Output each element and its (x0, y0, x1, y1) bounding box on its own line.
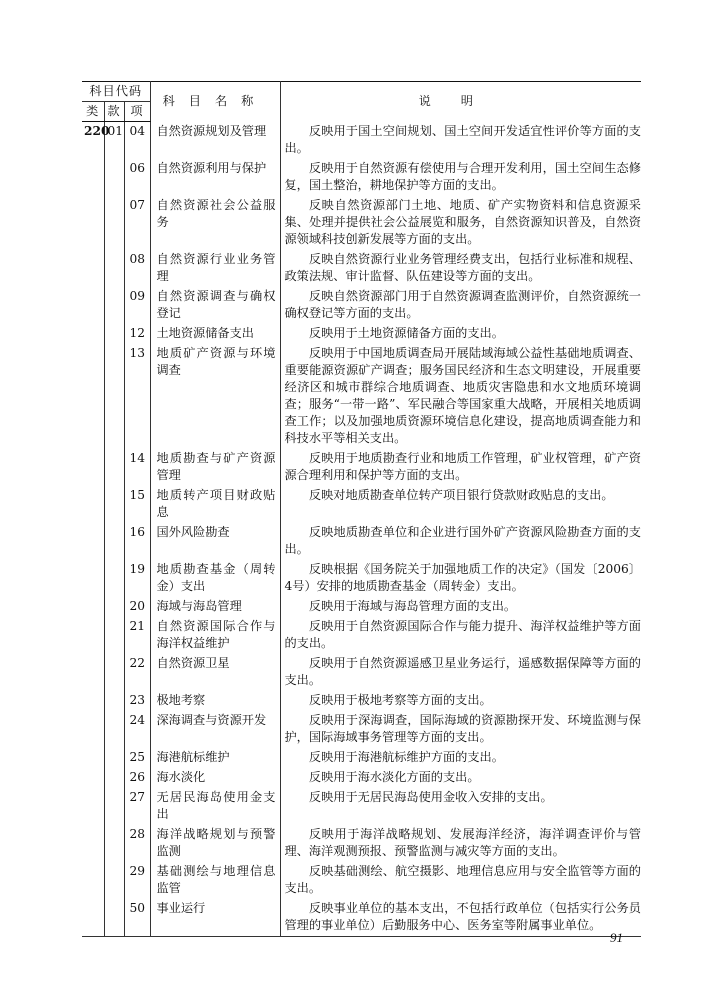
table-row (82, 788, 641, 825)
row-subject-name: 自然资源调查与确权登记 (150, 287, 280, 324)
row-lei-code: 220 (82, 122, 104, 159)
header-kuan: 款 (104, 102, 124, 122)
header-description: 说明 (418, 94, 503, 109)
row-subject-name: 海域与海岛管理 (150, 597, 280, 617)
row-xiang-code: 04 (124, 122, 150, 159)
row-xiang-code: 19 (124, 560, 150, 597)
row-kuan-code (104, 597, 124, 617)
row-subject-name: 地质勘查基金（周转金）支出 (150, 560, 280, 597)
row-xiang-code: 25 (124, 748, 150, 768)
row-lei-code (82, 691, 104, 711)
row-lei-code (82, 250, 104, 287)
row-kuan-code (104, 250, 124, 287)
row-kuan-code (104, 287, 124, 324)
row-subject-name: 深海调查与资源开发 (150, 711, 280, 748)
row-kuan-code (104, 862, 124, 899)
row-description: 反映用于海洋战略规划、发展海洋经济，海洋调查评价与管理、海洋观测预报、预警监测与减灾等方面的支出。 (284, 826, 641, 858)
row-lei-code (82, 344, 104, 449)
row-kuan-code (104, 899, 124, 937)
row-lei-code (82, 862, 104, 899)
row-xiang-code: 24 (124, 711, 150, 748)
table-row (82, 862, 641, 899)
row-xiang-code: 29 (124, 862, 150, 899)
row-xiang-code: 09 (124, 287, 150, 324)
row-lei-code (82, 899, 104, 937)
row-xiang-code: 14 (124, 449, 150, 486)
row-kuan-code (104, 449, 124, 486)
row-kuan-code (104, 768, 124, 788)
row-subject-name: 自然资源利用与保护 (150, 159, 280, 196)
row-lei-code (82, 324, 104, 344)
row-kuan-code (104, 196, 124, 250)
row-lei-code (82, 486, 104, 523)
table-row (82, 287, 641, 324)
row-subject-name: 海洋战略规划与预警监测 (150, 825, 280, 862)
row-subject-name: 自然资源社会公益服务 (150, 196, 280, 250)
row-subject-name: 地质勘查与矿产资源管理 (150, 449, 280, 486)
row-subject-name: 自然资源卫星 (150, 654, 280, 691)
header-subject-name: 科目名称 (150, 82, 280, 122)
table-row (82, 597, 641, 617)
row-kuan-code (104, 748, 124, 768)
row-kuan-code (104, 788, 124, 825)
row-lei-code (82, 711, 104, 748)
row-description: 反映自然资源部门用于自然资源调查监测评价，自然资源统一确权登记等方面的支出。 (284, 288, 641, 320)
row-subject-name: 国外风险勘查 (150, 523, 280, 560)
row-lei-code (82, 654, 104, 691)
row-description: 反映用于深海调查，国际海域的资源勘探开发、环境监测与保护，国际海域事务管理等方面的支出。 (284, 712, 641, 744)
table-row (82, 711, 641, 748)
row-description: 反映用于土地资源储备方面的支出。 (308, 325, 504, 340)
row-description: 反映用于无居民海岛使用金收入安排的支出。 (308, 789, 553, 804)
row-subject-name: 地质转产项目财政贴息 (150, 486, 280, 523)
row-description: 反映自然资源行业业务管理经费支出，包括行业标准和规程、政策法规、审计监督、队伍建设等方面的支出。 (284, 251, 641, 283)
row-kuan-code (104, 617, 124, 654)
row-description: 反映用于自然资源有偿使用与合理开发利用，国土空间生态修复，国土整治，耕地保护等方面的支出。 (284, 160, 641, 192)
row-kuan-code (104, 344, 124, 449)
row-lei-code (82, 287, 104, 324)
table-body (82, 122, 641, 937)
row-xiang-code: 06 (124, 159, 150, 196)
row-lei-code (82, 788, 104, 825)
row-kuan-code (104, 825, 124, 862)
table-row (82, 196, 641, 250)
row-description: 反映根据《国务院关于加强地质工作的决定》（国发〔2006〕4号）安排的地质勘查基金（周转金）支出。 (284, 561, 641, 593)
row-xiang-code: 26 (124, 768, 150, 788)
row-lei-code (82, 449, 104, 486)
row-xiang-code: 12 (124, 324, 150, 344)
row-description: 反映地质勘查单位和企业进行国外矿产资源风险勘查方面的支出。 (284, 524, 641, 556)
row-subject-name: 极地考察 (150, 691, 280, 711)
table-row (82, 324, 641, 344)
row-description: 反映用于自然资源遥感卫星业务运行，遥感数据保障等方面的支出。 (284, 655, 641, 687)
row-description: 反映用于极地考察等方面的支出。 (308, 692, 492, 707)
row-lei-code (82, 597, 104, 617)
row-xiang-code: 21 (124, 617, 150, 654)
row-xiang-code: 22 (124, 654, 150, 691)
header-lei: 类 (82, 102, 104, 122)
table-row (82, 691, 641, 711)
page-number: 91 (610, 930, 623, 945)
row-kuan-code (104, 324, 124, 344)
table-row (82, 486, 641, 523)
row-subject-name: 地质矿产资源与环境调查 (150, 344, 280, 449)
row-description: 反映用于国土空间规划、国土空间开发适宜性评价等方面的支出。 (284, 123, 641, 155)
row-subject-name: 海水淡化 (150, 768, 280, 788)
row-description: 反映基础测绘、航空摄影、地理信息应用与安全监管等方面的支出。 (284, 863, 641, 895)
row-subject-name: 基础测绘与地理信息监管 (150, 862, 280, 899)
row-xiang-code: 16 (124, 523, 150, 560)
row-xiang-code: 23 (124, 691, 150, 711)
table-header (82, 82, 641, 122)
header-xiang: 项 (124, 102, 150, 122)
row-xiang-code: 08 (124, 250, 150, 287)
row-lei-code (82, 523, 104, 560)
table-row (82, 122, 641, 159)
row-xiang-code: 13 (124, 344, 150, 449)
table-row (82, 159, 641, 196)
row-xiang-code: 07 (124, 196, 150, 250)
row-lei-code (82, 196, 104, 250)
table-row (82, 899, 641, 937)
row-lei-code (82, 617, 104, 654)
row-subject-name: 自然资源行业业务管理 (150, 250, 280, 287)
row-subject-name: 事业运行 (150, 899, 280, 937)
row-subject-name: 无居民海岛使用金支出 (150, 788, 280, 825)
row-kuan-code (104, 486, 124, 523)
table-row (82, 617, 641, 654)
row-xiang-code: 27 (124, 788, 150, 825)
table-row (82, 560, 641, 597)
row-subject-name: 土地资源储备支出 (150, 324, 280, 344)
row-description: 反映用于海水淡化方面的支出。 (308, 769, 480, 784)
table-row (82, 654, 641, 691)
row-lei-code (82, 748, 104, 768)
row-kuan-code (104, 159, 124, 196)
row-description: 反映对地质勘查单位转产项目银行贷款财政贴息的支出。 (308, 487, 614, 502)
table-row (82, 825, 641, 862)
row-kuan-code (104, 654, 124, 691)
row-lei-code (82, 560, 104, 597)
row-subject-name: 自然资源国际合作与海洋权益维护 (150, 617, 280, 654)
table-row (82, 523, 641, 560)
table-row (82, 768, 641, 788)
row-kuan-code (104, 711, 124, 748)
row-description: 反映用于海港航标维护方面的支出。 (308, 749, 504, 764)
row-kuan-code (104, 523, 124, 560)
budget-subject-table (82, 81, 641, 937)
row-xiang-code: 15 (124, 486, 150, 523)
row-xiang-code: 28 (124, 825, 150, 862)
row-kuan-code (104, 560, 124, 597)
row-lei-code (82, 825, 104, 862)
row-subject-name: 自然资源规划及管理 (150, 122, 280, 159)
row-kuan-code: 01 (104, 122, 124, 159)
table-row (82, 449, 641, 486)
row-description: 反映事业单位的基本支出，不包括行政单位（包括实行公务员管理的事业单位）后勤服务中心、医务室等附属事业单位。 (280, 899, 641, 937)
row-description: 反映自然资源部门土地、地质、矿产实物资料和信息资源采集、处理并提供社会公益展览和服务，自然资源知识普及，自然资源领域科技创新发展等方面的支出。 (284, 197, 641, 246)
table-row (82, 250, 641, 287)
row-description: 反映用于地质勘查行业和地质工作管理，矿业权管理，矿产资源合理利用和保护等方面的支出。 (284, 450, 641, 482)
row-description: 反映用于中国地质调查局开展陆域海域公益性基础地质调查、重要能源资源矿产调查；服务国民经济和生态文明建设，开展重要经济区和城市群综合地质调查、地质灾害隐患和水文地质环境调查；服务“一带一路”、军民融合等国家重大战略，开展相关地质调查工作；以及加强地质资源环境信息化建设，提高地质调查能力和科技水平等相关支出。 (284, 345, 641, 445)
row-kuan-code (104, 691, 124, 711)
header-subject-code: 科目代码 (82, 82, 150, 102)
row-lei-code (82, 159, 104, 196)
table-row (82, 748, 641, 768)
row-lei-code (82, 768, 104, 788)
table-row (82, 344, 641, 449)
row-description: 反映用于自然资源国际合作与能力提升、海洋权益维护等方面的支出。 (284, 618, 641, 650)
row-xiang-code: 50 (124, 899, 150, 937)
row-xiang-code: 20 (124, 597, 150, 617)
row-subject-name: 海港航标维护 (150, 748, 280, 768)
row-description: 反映用于海域与海岛管理方面的支出。 (308, 598, 517, 613)
